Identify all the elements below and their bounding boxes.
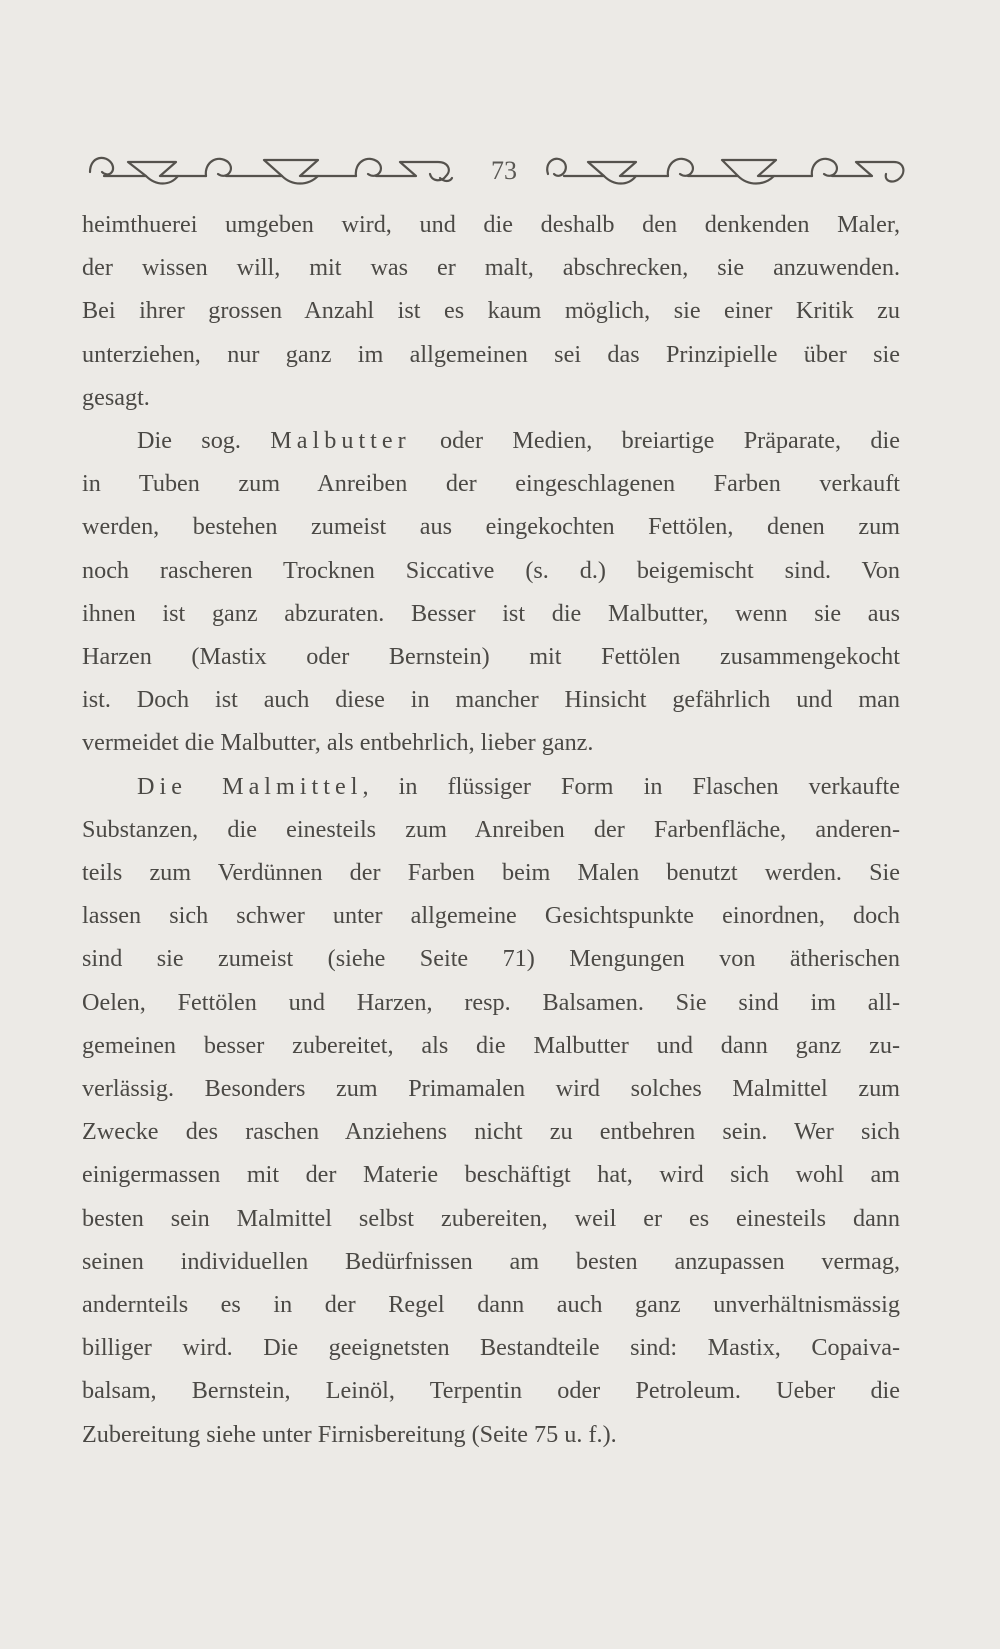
text-line: Substanzen, die einesteils zum Anreiben der Farbenfläche, anderen-: [82, 815, 900, 843]
text-line: unterziehen, nur ganz im allgemeinen sei das Prinzipielle über sie: [82, 340, 900, 368]
ornament-left-icon: [86, 142, 456, 188]
text-line: vermeidet die Malbutter, als entbehrlich, lieber ganz.: [82, 729, 594, 757]
text-line: ihnen ist ganz abzuraten. Besser ist die Malbutter, wenn sie aus: [82, 599, 900, 627]
text-line: verlässig. Besonders zum Primamalen wird solches Malmittel zum: [82, 1075, 900, 1103]
text-line: sind sie zumeist (siehe Seite 71) Mengungen von ätherischen: [82, 945, 900, 973]
ornament-right-icon: [538, 142, 908, 188]
lead-rest: , in flüssiger Form in Flaschen verkaufte: [362, 772, 900, 800]
text-line: Harzen (Mastix oder Bernstein) mit Fettölen zusammengekocht: [82, 643, 900, 671]
text-line: Zwecke des raschen Anziehens nicht zu entbehren sein. Wer sich: [82, 1118, 900, 1146]
text-line: Bei ihrer grossen Anzahl ist es kaum möglich, sie einer Kritik zu: [82, 297, 900, 325]
text-line: [82, 419, 900, 462]
spaced-term-malmittel: Die Malmittel: [137, 772, 363, 800]
text-line: andernteils es in der Regel dann auch ganz unverhältnismässig: [82, 1291, 900, 1319]
paragraph-continuation: [82, 203, 900, 419]
body-text: [82, 203, 900, 1456]
text-line: in Tuben zum Anreiben der eingeschlagenen Farben verkauft: [82, 470, 900, 498]
text-line: seinen individuellen Bedürfnissen am besten anzupassen vermag,: [82, 1247, 900, 1275]
page-header: [86, 136, 908, 194]
text-line: einigermassen mit der Materie beschäftigt hat, wird sich wohl am: [82, 1161, 900, 1189]
text-line: billiger wird. Die geeignetsten Bestandteile sind: Mastix, Copaiva-: [82, 1334, 900, 1362]
text-line: balsam, Bernstein, Leinöl, Terpentin oder Petroleum. Ueber die: [82, 1377, 900, 1405]
text-line: besten sein Malmittel selbst zubereiten, weil er es einesteils dann: [82, 1204, 900, 1232]
text-line: teils zum Verdünnen der Farben beim Malen benutzt werden. Sie: [82, 859, 900, 887]
text-line: heimthuerei umgeben wird, und die deshalb den denkenden Maler,: [82, 211, 900, 238]
text-line: gesagt.: [82, 383, 150, 411]
spaced-term-malbutter: Malbutter: [270, 427, 411, 455]
text-line: werden, bestehen zumeist aus eingekochten Fettölen, denen zum: [82, 513, 900, 541]
text-line: Oelen, Fettölen und Harzen, resp. Balsamen. Sie sind im all-: [82, 988, 900, 1016]
text-line: lassen sich schwer unter allgemeine Gesichtspunkte einordnen, doch: [82, 902, 900, 930]
lead-rest: oder Medien, breiartige Präparate, die: [410, 427, 900, 455]
lead-prefix: Die sog.: [137, 427, 271, 455]
text-line: noch rascheren Trocknen Siccative (s. d.) beigemischt sind. Von: [82, 556, 900, 584]
paragraph-malmittel: [82, 765, 900, 1456]
text-line: [82, 765, 900, 808]
text-line: ist. Doch ist auch diese in mancher Hinsicht gefährlich und man: [82, 686, 900, 714]
page-number: 73: [491, 156, 517, 185]
text-line: Zubereitung siehe unter Firnisbereitung (Seite 75 u. f.).: [82, 1420, 617, 1448]
text-line: gemeinen besser zubereitet, als die Malbutter und dann ganz zu-: [82, 1031, 900, 1059]
paragraph-malbutter: [82, 419, 900, 765]
text-line: der wissen will, mit was er malt, abschrecken, sie anzuwenden.: [82, 254, 900, 282]
